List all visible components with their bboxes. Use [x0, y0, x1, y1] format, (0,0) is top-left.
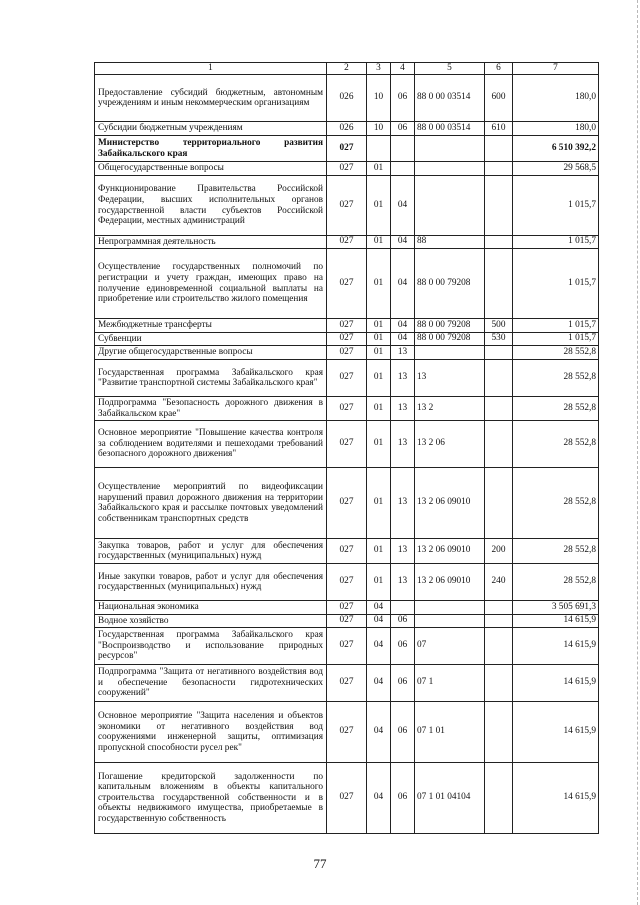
row-c6-cell: [485, 664, 513, 701]
row-c2-cell: 026: [327, 74, 367, 121]
row-c5-cell: 07: [415, 627, 485, 664]
row-c6-cell: [485, 614, 513, 627]
column-header: 6: [485, 63, 513, 75]
table-row: [95, 121, 599, 135]
row-c7-cell: 1 015,7: [513, 248, 599, 318]
row-c3-cell: 01: [367, 359, 391, 396]
row-c5-cell: 88: [415, 235, 485, 248]
row-c3-cell: 01: [367, 332, 391, 345]
row-c6-cell: 240: [485, 563, 513, 600]
row-c2-cell: 027: [327, 467, 367, 538]
row-c5-cell: [415, 161, 485, 175]
row-c2-cell: 027: [327, 538, 367, 563]
row-c3-cell: 04: [367, 664, 391, 701]
row-name-cell: Основное мероприятие "Повышение качества контроля за соблюдением водителями и пешеходами требований безопасного дорожного движения": [95, 420, 327, 467]
table-row: [95, 318, 599, 332]
row-c3-cell: 01: [367, 318, 391, 332]
row-name-cell: Осуществление мероприятий по видеофиксации нарушений правил дорожного движения на территории Забайкальского края и рассылке почтовых уведомлений собственникам транспортных средств: [95, 467, 327, 538]
row-c4-cell: 04: [391, 235, 415, 248]
row-c6-cell: [485, 467, 513, 538]
row-c7-cell: 1 015,7: [513, 235, 599, 248]
row-c3-cell: 01: [367, 538, 391, 563]
row-name-cell: Осуществление государственных полномочий по регистрации и учету граждан, имеющих право на получение единовременной социальной выплаты на приобретение или строительство жилого помещения: [95, 248, 327, 318]
column-header: 3: [367, 63, 391, 75]
row-c5-cell: 07 1 01 04104: [415, 762, 485, 833]
table-row: [95, 248, 599, 318]
row-c6-cell: [485, 762, 513, 833]
row-c4-cell: 04: [391, 175, 415, 235]
row-c2-cell: 027: [327, 248, 367, 318]
row-c3-cell: 04: [367, 627, 391, 664]
row-name-cell: Субсидии бюджетным учреждениям: [95, 121, 327, 135]
row-c4-cell: 06: [391, 74, 415, 121]
row-c6-cell: [485, 701, 513, 762]
row-c7-cell: 14 615,9: [513, 701, 599, 762]
budget-table: [94, 62, 599, 834]
row-c5-cell: 13 2: [415, 396, 485, 420]
row-c4-cell: 13: [391, 538, 415, 563]
row-c5-cell: 07 1: [415, 664, 485, 701]
row-c6-cell: [485, 359, 513, 396]
row-c6-cell: [485, 161, 513, 175]
row-c4-cell: 06: [391, 701, 415, 762]
row-c7-cell: 28 552,8: [513, 345, 599, 359]
table-row: [95, 664, 599, 701]
table-row: [95, 420, 599, 467]
row-c3-cell: 04: [367, 614, 391, 627]
row-c6-cell: [485, 627, 513, 664]
row-c5-cell: 13 2 06 09010: [415, 563, 485, 600]
row-c5-cell: 88 0 00 03514: [415, 121, 485, 135]
row-c2-cell: 027: [327, 332, 367, 345]
row-c2-cell: 027: [327, 359, 367, 396]
row-c3-cell: 01: [367, 563, 391, 600]
row-c7-cell: 180,0: [513, 121, 599, 135]
row-name-cell: Водное хозяйство: [95, 614, 327, 627]
table-header-row: [95, 63, 599, 75]
row-c2-cell: 027: [327, 175, 367, 235]
row-c7-cell: 14 615,9: [513, 762, 599, 833]
row-c2-cell: 027: [327, 600, 367, 614]
row-c5-cell: 88 0 00 79208: [415, 332, 485, 345]
row-c5-cell: 13 2 06: [415, 420, 485, 467]
row-c6-cell: 530: [485, 332, 513, 345]
table-row: [95, 74, 599, 121]
row-c2-cell: 027: [327, 627, 367, 664]
row-name-cell: Государственная программа Забайкальского края "Воспроизводство и использование природных ресурсов": [95, 627, 327, 664]
table-row: [95, 345, 599, 359]
row-c4-cell: 06: [391, 762, 415, 833]
row-c5-cell: 13: [415, 359, 485, 396]
row-c6-cell: 500: [485, 318, 513, 332]
row-name-cell: Министерство территориального развития Забайкальского края: [95, 135, 327, 161]
table-row: [95, 359, 599, 396]
row-c7-cell: 3 505 691,3: [513, 600, 599, 614]
row-c3-cell: 04: [367, 701, 391, 762]
row-c4-cell: 04: [391, 248, 415, 318]
table-row: [95, 614, 599, 627]
row-c7-cell: 29 568,5: [513, 161, 599, 175]
row-name-cell: Основное мероприятие "Защита населения и объектов экономики от негативного воздействия вод сооружениями инженерной защиты, оптимизация пропускной способности русел рек": [95, 701, 327, 762]
row-c4-cell: 13: [391, 467, 415, 538]
row-c4-cell: 06: [391, 627, 415, 664]
row-c7-cell: 28 552,8: [513, 420, 599, 467]
row-name-cell: Другие общегосударственные вопросы: [95, 345, 327, 359]
table-row: [95, 467, 599, 538]
row-c4-cell: 06: [391, 664, 415, 701]
row-c4-cell: 04: [391, 318, 415, 332]
table-row: [95, 235, 599, 248]
row-c2-cell: 027: [327, 420, 367, 467]
row-c6-cell: [485, 235, 513, 248]
row-c2-cell: 027: [327, 161, 367, 175]
row-c2-cell: 027: [327, 318, 367, 332]
row-c3-cell: [367, 135, 391, 161]
row-c3-cell: 04: [367, 762, 391, 833]
row-c5-cell: [415, 600, 485, 614]
row-c5-cell: [415, 175, 485, 235]
row-c3-cell: 01: [367, 345, 391, 359]
row-name-cell: Государственная программа Забайкальского края "Развитие транспортной системы Забайкальского края": [95, 359, 327, 396]
row-c3-cell: 01: [367, 175, 391, 235]
table-row: [95, 135, 599, 161]
row-c7-cell: 28 552,8: [513, 359, 599, 396]
row-c3-cell: 04: [367, 600, 391, 614]
row-name-cell: Подпрограмма "Безопасность дорожного движения в Забайкальском крае": [95, 396, 327, 420]
row-c3-cell: 01: [367, 161, 391, 175]
row-name-cell: Подпрограмма "Защита от негативного воздействия вод и обеспечение безопасности гидротехнических сооружений": [95, 664, 327, 701]
row-c3-cell: 01: [367, 467, 391, 538]
row-name-cell: Погашение кредиторской задолженности по капитальным вложениям в объекты капитального строительства государственной собственности и в объекты недвижимого имущества, приобретаемые в государственную собственность: [95, 762, 327, 833]
column-header: 5: [415, 63, 485, 75]
row-c5-cell: [415, 345, 485, 359]
table-row: [95, 762, 599, 833]
row-name-cell: Функционирование Правительства Российской Федерации, высших исполнительных органов государственной власти субъектов Российской Федерации, местных администраций: [95, 175, 327, 235]
row-c5-cell: 13 2 06 09010: [415, 538, 485, 563]
row-name-cell: Закупка товаров, работ и услуг для обеспечения государственных (муниципальных) нужд: [95, 538, 327, 563]
row-c7-cell: 14 615,9: [513, 664, 599, 701]
column-header: 1: [95, 63, 327, 75]
row-c5-cell: 88 0 00 79208: [415, 248, 485, 318]
row-c3-cell: 01: [367, 396, 391, 420]
row-c6-cell: 200: [485, 538, 513, 563]
row-name-cell: Национальная экономика: [95, 600, 327, 614]
row-c6-cell: [485, 345, 513, 359]
page-edge: [636, 0, 638, 905]
row-c2-cell: 027: [327, 396, 367, 420]
row-c7-cell: 6 510 392,2: [513, 135, 599, 161]
row-name-cell: Общегосударственные вопросы: [95, 161, 327, 175]
table-row: [95, 396, 599, 420]
row-c3-cell: 01: [367, 248, 391, 318]
row-c2-cell: 027: [327, 235, 367, 248]
row-c3-cell: 01: [367, 235, 391, 248]
row-c4-cell: 13: [391, 359, 415, 396]
row-name-cell: Иные закупки товаров, работ и услуг для обеспечения государственных (муниципальных) нужд: [95, 563, 327, 600]
row-c7-cell: 1 015,7: [513, 332, 599, 345]
row-c3-cell: 10: [367, 74, 391, 121]
row-c4-cell: 13: [391, 563, 415, 600]
row-c6-cell: [485, 420, 513, 467]
row-c4-cell: 04: [391, 332, 415, 345]
row-c4-cell: [391, 135, 415, 161]
row-c7-cell: 28 552,8: [513, 396, 599, 420]
row-c6-cell: [485, 600, 513, 614]
row-c5-cell: 88 0 00 79208: [415, 318, 485, 332]
page-number: 77: [313, 856, 327, 871]
table-row: [95, 161, 599, 175]
row-c2-cell: 027: [327, 345, 367, 359]
row-c6-cell: [485, 175, 513, 235]
table-row: [95, 332, 599, 345]
row-c5-cell: 88 0 00 03514: [415, 74, 485, 121]
row-c4-cell: 06: [391, 121, 415, 135]
row-name-cell: Субвенции: [95, 332, 327, 345]
row-c4-cell: 13: [391, 345, 415, 359]
row-c7-cell: 14 615,9: [513, 614, 599, 627]
row-c5-cell: [415, 135, 485, 161]
row-c7-cell: 1 015,7: [513, 175, 599, 235]
row-c2-cell: 027: [327, 701, 367, 762]
row-c5-cell: 13 2 06 09010: [415, 467, 485, 538]
table-row: [95, 538, 599, 563]
table-row: [95, 175, 599, 235]
column-header: 7: [513, 63, 599, 75]
row-c7-cell: 28 552,8: [513, 467, 599, 538]
row-c6-cell: [485, 135, 513, 161]
table-row: [95, 627, 599, 664]
row-c3-cell: 10: [367, 121, 391, 135]
row-c6-cell: [485, 396, 513, 420]
table-row: [95, 701, 599, 762]
row-c6-cell: 610: [485, 121, 513, 135]
row-c7-cell: 28 552,8: [513, 563, 599, 600]
row-c3-cell: 01: [367, 420, 391, 467]
row-c6-cell: [485, 248, 513, 318]
column-header: 4: [391, 63, 415, 75]
row-name-cell: Межбюджетные трансферты: [95, 318, 327, 332]
row-c7-cell: 28 552,8: [513, 538, 599, 563]
row-c4-cell: 13: [391, 420, 415, 467]
row-c7-cell: 180,0: [513, 74, 599, 121]
column-header: 2: [327, 63, 367, 75]
row-c4-cell: [391, 600, 415, 614]
row-c2-cell: 027: [327, 614, 367, 627]
row-c2-cell: 027: [327, 762, 367, 833]
row-name-cell: Непрограммная деятельность: [95, 235, 327, 248]
table-row: [95, 600, 599, 614]
row-c7-cell: 14 615,9: [513, 627, 599, 664]
row-c2-cell: 027: [327, 664, 367, 701]
row-c2-cell: 027: [327, 563, 367, 600]
row-c4-cell: 13: [391, 396, 415, 420]
table-row: [95, 563, 599, 600]
row-c6-cell: 600: [485, 74, 513, 121]
row-c4-cell: [391, 161, 415, 175]
row-name-cell: Предоставление субсидий бюджетным, автономным учреждениям и иным некоммерческим организациям: [95, 74, 327, 121]
row-c7-cell: 1 015,7: [513, 318, 599, 332]
row-c2-cell: 026: [327, 121, 367, 135]
row-c5-cell: 07 1 01: [415, 701, 485, 762]
row-c4-cell: 06: [391, 614, 415, 627]
row-c2-cell: 027: [327, 135, 367, 161]
row-c5-cell: [415, 614, 485, 627]
